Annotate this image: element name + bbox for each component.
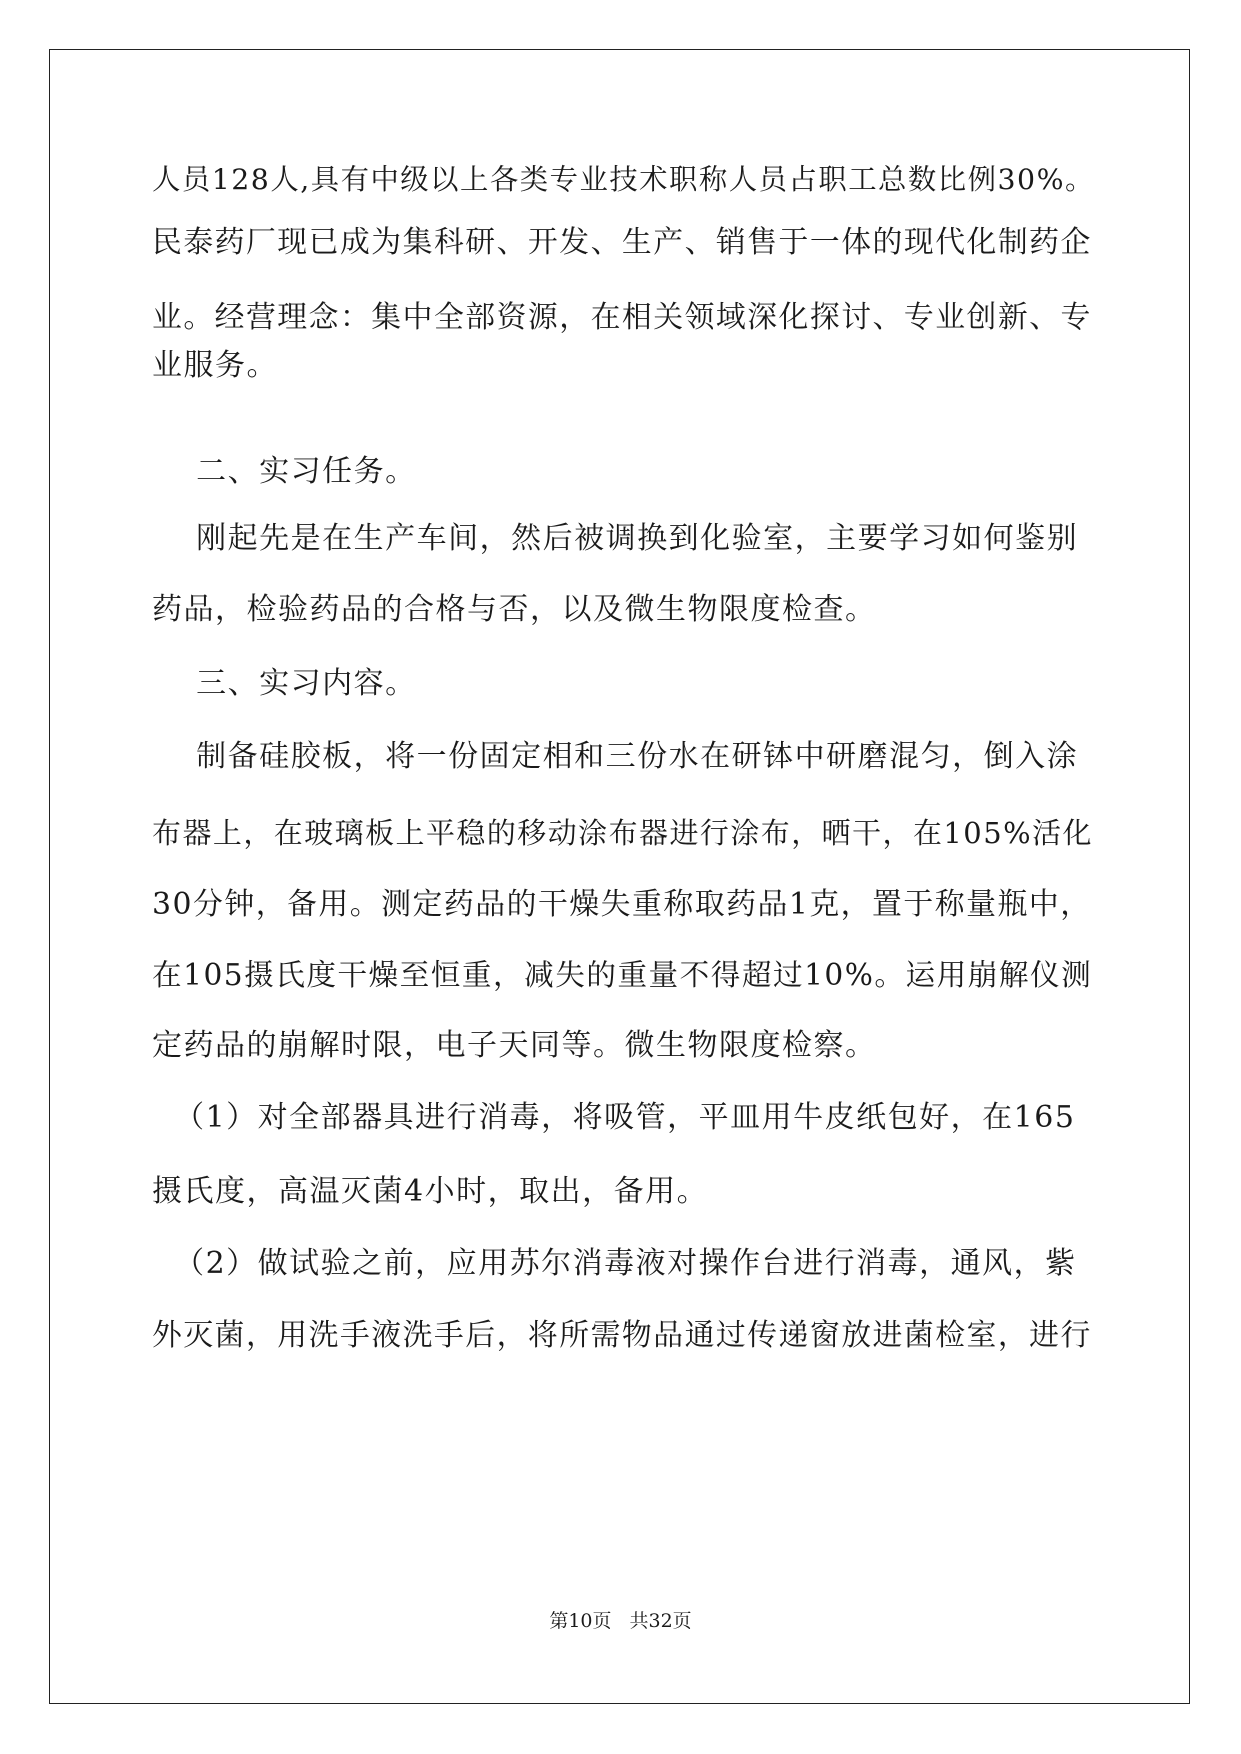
text-line-14: （1）对全部器具进行消毒，将吸管，平皿用牛皮纸包好，在165 bbox=[152, 1100, 1076, 1135]
text-line-13: 定药品的崩解时限，电子天同等。微生物限度检察。 bbox=[152, 1028, 877, 1063]
text-line-9: 制备硅胶板，将一份固定相和三份水在研钵中研磨混匀，倒入涂 bbox=[152, 739, 1079, 774]
text-line-15: 摄氏度，高温灭菌4小时，取出，备用。 bbox=[152, 1174, 709, 1209]
page-total: 共32页 bbox=[629, 1610, 692, 1632]
text-line-7: 药品，检验药品的合格与否，以及微生物限度检查。 bbox=[152, 592, 877, 627]
page-number: 第10页 bbox=[549, 1610, 612, 1632]
text-line-2: 民泰药厂现已成为集科研、开发、生产、销售于一体的现代化制药企 bbox=[152, 225, 1092, 260]
section-heading-tasks: 二、实习任务。 bbox=[152, 454, 417, 489]
text-line-6: 刚起先是在生产车间，然后被调换到化验室，主要学习如何鉴别 bbox=[152, 521, 1079, 556]
text-line-3: 业。经营理念：集中全部资源，在相关领域深化探讨、专业创新、专 bbox=[152, 300, 1092, 335]
page-footer bbox=[0, 1609, 1241, 1633]
text-line-16: （2）做试验之前，应用苏尔消毒液对操作台进行消毒，通风，紫 bbox=[152, 1246, 1077, 1281]
text-line-11: 30分钟，备用。测定药品的干燥失重称取药品1克，置于称量瓶中， bbox=[152, 887, 1092, 922]
text-line-12: 在105摄氏度干燥至恒重，减失的重量不得超过10%。运用崩解仪测 bbox=[152, 958, 1093, 992]
text-line-1: 人员128人,具有中级以上各类专业技术职称人员占职工总数比例30%。 bbox=[152, 163, 1095, 196]
text-line-4: 业服务。 bbox=[152, 348, 278, 383]
section-heading-content: 三、实习内容。 bbox=[152, 666, 417, 701]
text-line-17: 外灭菌，用洗手液洗手后，将所需物品通过传递窗放进菌检室，进行 bbox=[152, 1318, 1092, 1353]
text-line-10: 布器上，在玻璃板上平稳的移动涂布器进行涂布，晒干，在105%活化 bbox=[152, 816, 1093, 850]
